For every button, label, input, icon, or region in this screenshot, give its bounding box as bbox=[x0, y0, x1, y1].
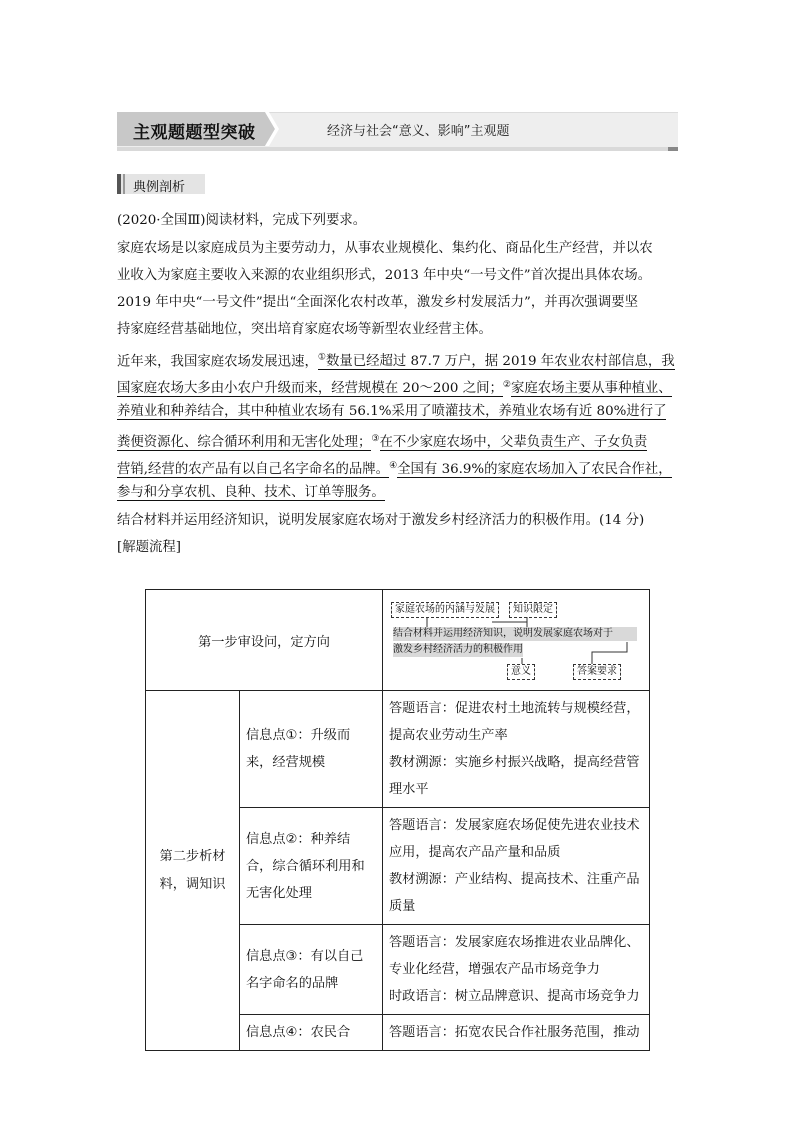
answer-language: 答题语言：发展家庭农场推进农业品牌化、专业化经营，增强农产品市场竞争力 bbox=[389, 935, 640, 977]
info-point-4-cont: 参与和分享农机、良种、技术、订单等服务。 bbox=[117, 485, 385, 500]
answer-language: 答题语言：促进农村土地流转与规模经营，提高农业劳动生产率 bbox=[389, 701, 640, 743]
banner-tag-text: 主观题题型突破 bbox=[133, 123, 256, 143]
circled-number: ① bbox=[317, 353, 326, 363]
arrow-line bbox=[492, 617, 527, 622]
diagram-question-line: 激发乡村经济活力的积极作用 bbox=[393, 644, 523, 655]
step2-line: 料，调知识 bbox=[159, 876, 226, 892]
title-banner bbox=[117, 112, 678, 146]
question-diagram bbox=[387, 597, 645, 683]
material-line bbox=[117, 402, 666, 422]
material-line bbox=[117, 348, 675, 372]
section-bar-icon-secondary bbox=[123, 174, 125, 194]
info-point-cell: 信息点②：种养结合，综合循环利用和无害化处理 bbox=[240, 808, 383, 925]
step2-line: 第二步析材 bbox=[159, 848, 226, 864]
info-point-3: 在不少家庭农场中，父辈负责生产、子女负责 bbox=[379, 435, 648, 451]
current-affairs-language: 时政语言：树立品牌意识、提高市场竞争力 bbox=[389, 989, 640, 1004]
diagram-label-knowledge: 知识限定 bbox=[509, 602, 557, 618]
material-line: 业收入为家庭主要收入来源的农业组织形式，2013 年中央“一号文件”首次提出具体农场。 bbox=[117, 268, 652, 283]
material-line: 家庭农场是以家庭成员为主要劳动力，从事农业规模化、集约化、商品化生产经营，并以农 bbox=[117, 241, 653, 256]
info-point-2-cont: 粪便资源化、综合循环利用和无害化处理； bbox=[117, 435, 372, 451]
step1-diagram-cell bbox=[383, 590, 650, 691]
text-run: 近年来，我国家庭农场发展迅速， bbox=[117, 354, 318, 370]
process-label: [解题流程] bbox=[117, 540, 182, 555]
info-point-2-cont: 养殖业和种养结合，其中种植业农场有 56.1%采用了喷灌技术，养殖业农场有近 80%进行了 bbox=[117, 404, 667, 419]
answer-cell bbox=[383, 925, 650, 1015]
answer-cell bbox=[383, 691, 650, 808]
diagram-question-line: 结合材料并运用经济知识，说明发展家庭农场对于 bbox=[393, 627, 637, 641]
banner-underline bbox=[117, 147, 678, 151]
text-run: 数量已经超过 87.7 万户，据 2019 年农业农村部信息，我 bbox=[325, 354, 675, 370]
textbook-source: 教材溯源：实施乡村振兴战略，提高经营管理水平 bbox=[389, 755, 640, 797]
solution-flow-table bbox=[145, 589, 650, 1051]
circled-number: ② bbox=[502, 380, 511, 390]
diagram-label-scope: 家庭农场的内涵与发展 bbox=[391, 602, 499, 618]
banner-underline-accent bbox=[668, 147, 678, 151]
info-point-4: 全国有 36.9%的家庭农场加入了农民合作社， bbox=[397, 462, 672, 478]
info-point-cell: 信息点①：升级而来，经营规模 bbox=[240, 691, 383, 808]
textbook-source: 教材溯源：产业结构、提高技术、注重产品质量 bbox=[389, 872, 640, 914]
table-row bbox=[146, 691, 650, 808]
diagram-label-answer-req: 答案要求 bbox=[573, 664, 621, 680]
info-point-3-cont: 营销,经营的农产品有以自己名字命名的品牌。 bbox=[117, 462, 390, 478]
diagram-arrows bbox=[387, 597, 645, 683]
banner-subtitle: 经济与社会“意义、影响”主观题 bbox=[327, 124, 510, 139]
answer-cell bbox=[383, 808, 650, 925]
section-label-text: 典例剖析 bbox=[133, 180, 186, 195]
table-row bbox=[146, 590, 650, 691]
material-line bbox=[117, 483, 385, 503]
info-point-2: 家庭农场主要从事种植业、 bbox=[510, 381, 672, 397]
answer-cell bbox=[383, 1015, 650, 1051]
material-line bbox=[117, 456, 672, 480]
answer-language: 答题语言：发展家庭农场促使先进农业技术应用，提高农产品产量和品质 bbox=[389, 818, 640, 860]
answer-language: 答题语言：拓宽农民合作社服务范围，推动 bbox=[389, 1025, 640, 1040]
section-label bbox=[117, 174, 205, 194]
section-bar-icon bbox=[117, 174, 121, 194]
source-line: (2020·全国Ⅲ)阅读材料，完成下列要求。 bbox=[117, 213, 367, 228]
material-line bbox=[117, 375, 672, 399]
question-text: 结合材料并运用经济知识，说明发展家庭农场对于激发乡村经济活力的积极作用。(14 分) bbox=[117, 513, 645, 528]
circled-number: ③ bbox=[371, 434, 380, 444]
info-point-cell: 信息点③：有以自己名字命名的品牌 bbox=[240, 925, 383, 1015]
step1-cell: 第一步审设问，定方向 bbox=[146, 590, 383, 691]
info-point-1-cont: 国家庭农场大多由小农户升级而来，经营规模在 20～200 之间； bbox=[117, 381, 503, 397]
circled-number: ④ bbox=[389, 461, 398, 471]
arrow-line bbox=[592, 642, 627, 658]
info-point-cell: 信息点④：农民合 bbox=[240, 1015, 383, 1051]
info-point-1 bbox=[318, 354, 675, 370]
diagram-label-meaning: 意义 bbox=[507, 664, 535, 680]
material-line: 2019 年中央“一号文件”提出“全面深化农村改革，激发乡村发展活力”，并再次强调要坚 bbox=[117, 295, 638, 310]
material-line bbox=[117, 429, 647, 453]
step2-cell bbox=[146, 691, 240, 1051]
material-line: 持家庭经营基础地位，突出培育家庭农场等新型农业经营主体。 bbox=[117, 322, 492, 337]
